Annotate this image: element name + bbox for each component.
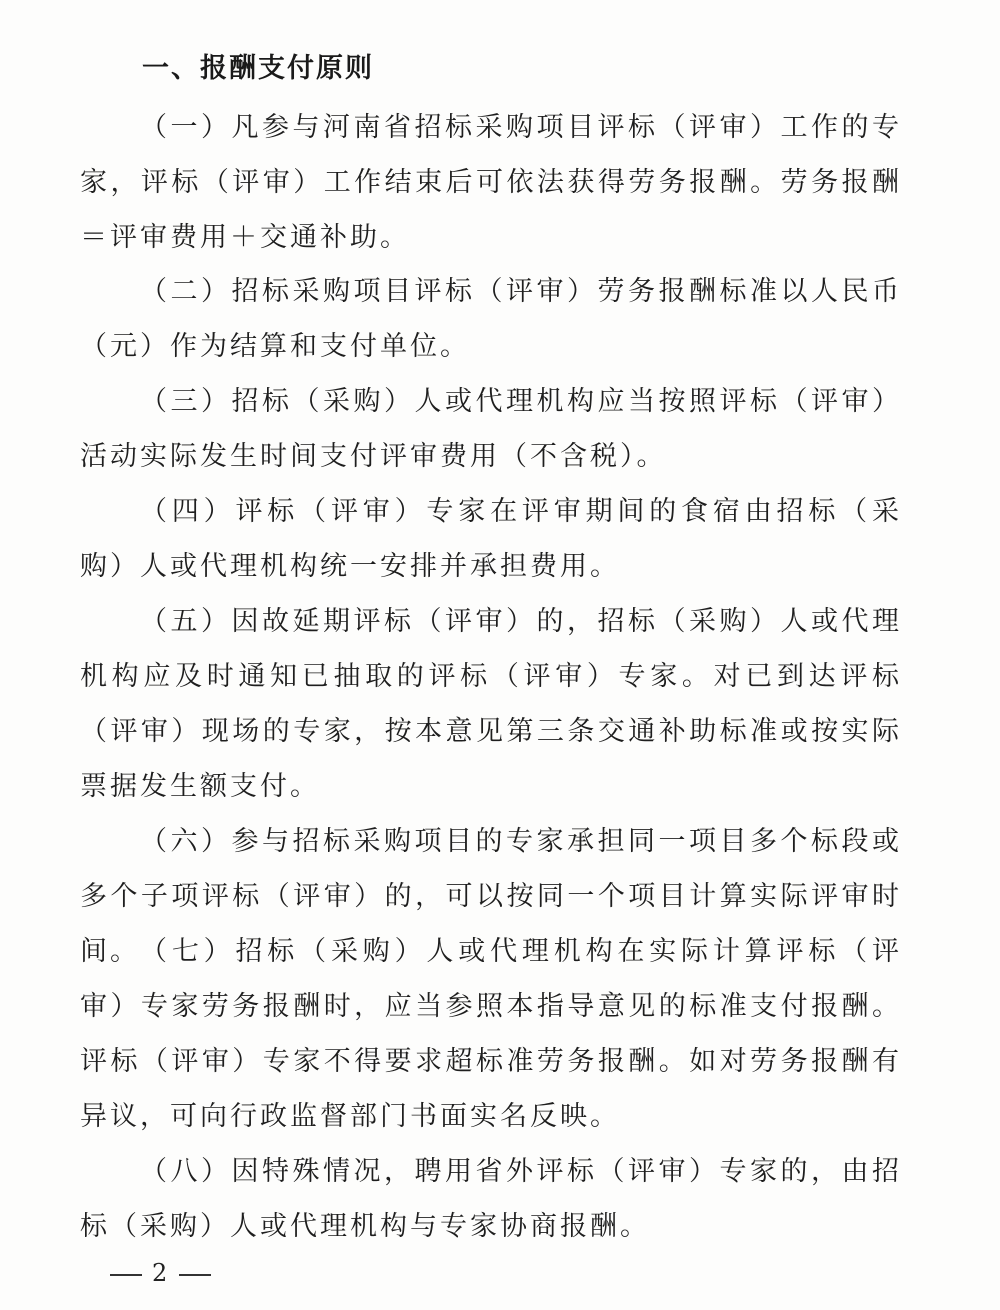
paragraph-5: （五）因故延期评标（评审）的，招标（采购）人或代理机构应及时通知已抽取的评标（评审）专家。对已到达评标（评审）现场的专家，按本意见第三条交通补助标准或按实际票据发生额支付。 — [80, 606, 902, 802]
page-footer — [100, 1256, 221, 1290]
paragraph-4: （四）评标（评审）专家在评审期间的食宿由招标（采购）人或代理机构统一安排并承担费用。 — [80, 496, 902, 582]
paragraph-8: （八）因特殊情况，聘用省外评标（评审）专家的，由招标（采购）人或代理机构与专家协商报酬。 — [80, 1156, 902, 1242]
footer-dash-right — [179, 1274, 211, 1276]
section-heading: 一、报酬支付原则 — [142, 53, 374, 84]
paragraph-2: （二）招标采购项目评标（评审）劳务报酬标准以人民币（元）作为结算和支付单位。 — [80, 276, 902, 362]
paragraph-7: （七）招标（采购）人或代理机构在实际计算评标（评审）专家劳务报酬时，应当参照本指导意见的标准支付报酬。评标（评审）专家不得要求超标准劳务报酬。如对劳务报酬有异议，可向行政监督部门书面实名反映。 — [80, 936, 902, 1132]
paragraph-6: （六）参与招标采购项目的专家承担同一项目多个标段或多个子项评标（评审）的，可以按同一个项目计算实际评审时间。 — [80, 826, 902, 967]
paragraph-3: （三）招标（采购）人或代理机构应当按照评标（评审）活动实际发生时间支付评审费用（不含税）。 — [80, 386, 902, 472]
paragraph-1: （一）凡参与河南省招标采购项目评标（评审）工作的专家，评标（评审）工作结束后可依法获得劳务报酬。劳务报酬＝评审费用＋交通补助。 — [80, 112, 902, 253]
page-number: 2 — [152, 1259, 170, 1287]
footer-dash-left — [110, 1274, 142, 1276]
